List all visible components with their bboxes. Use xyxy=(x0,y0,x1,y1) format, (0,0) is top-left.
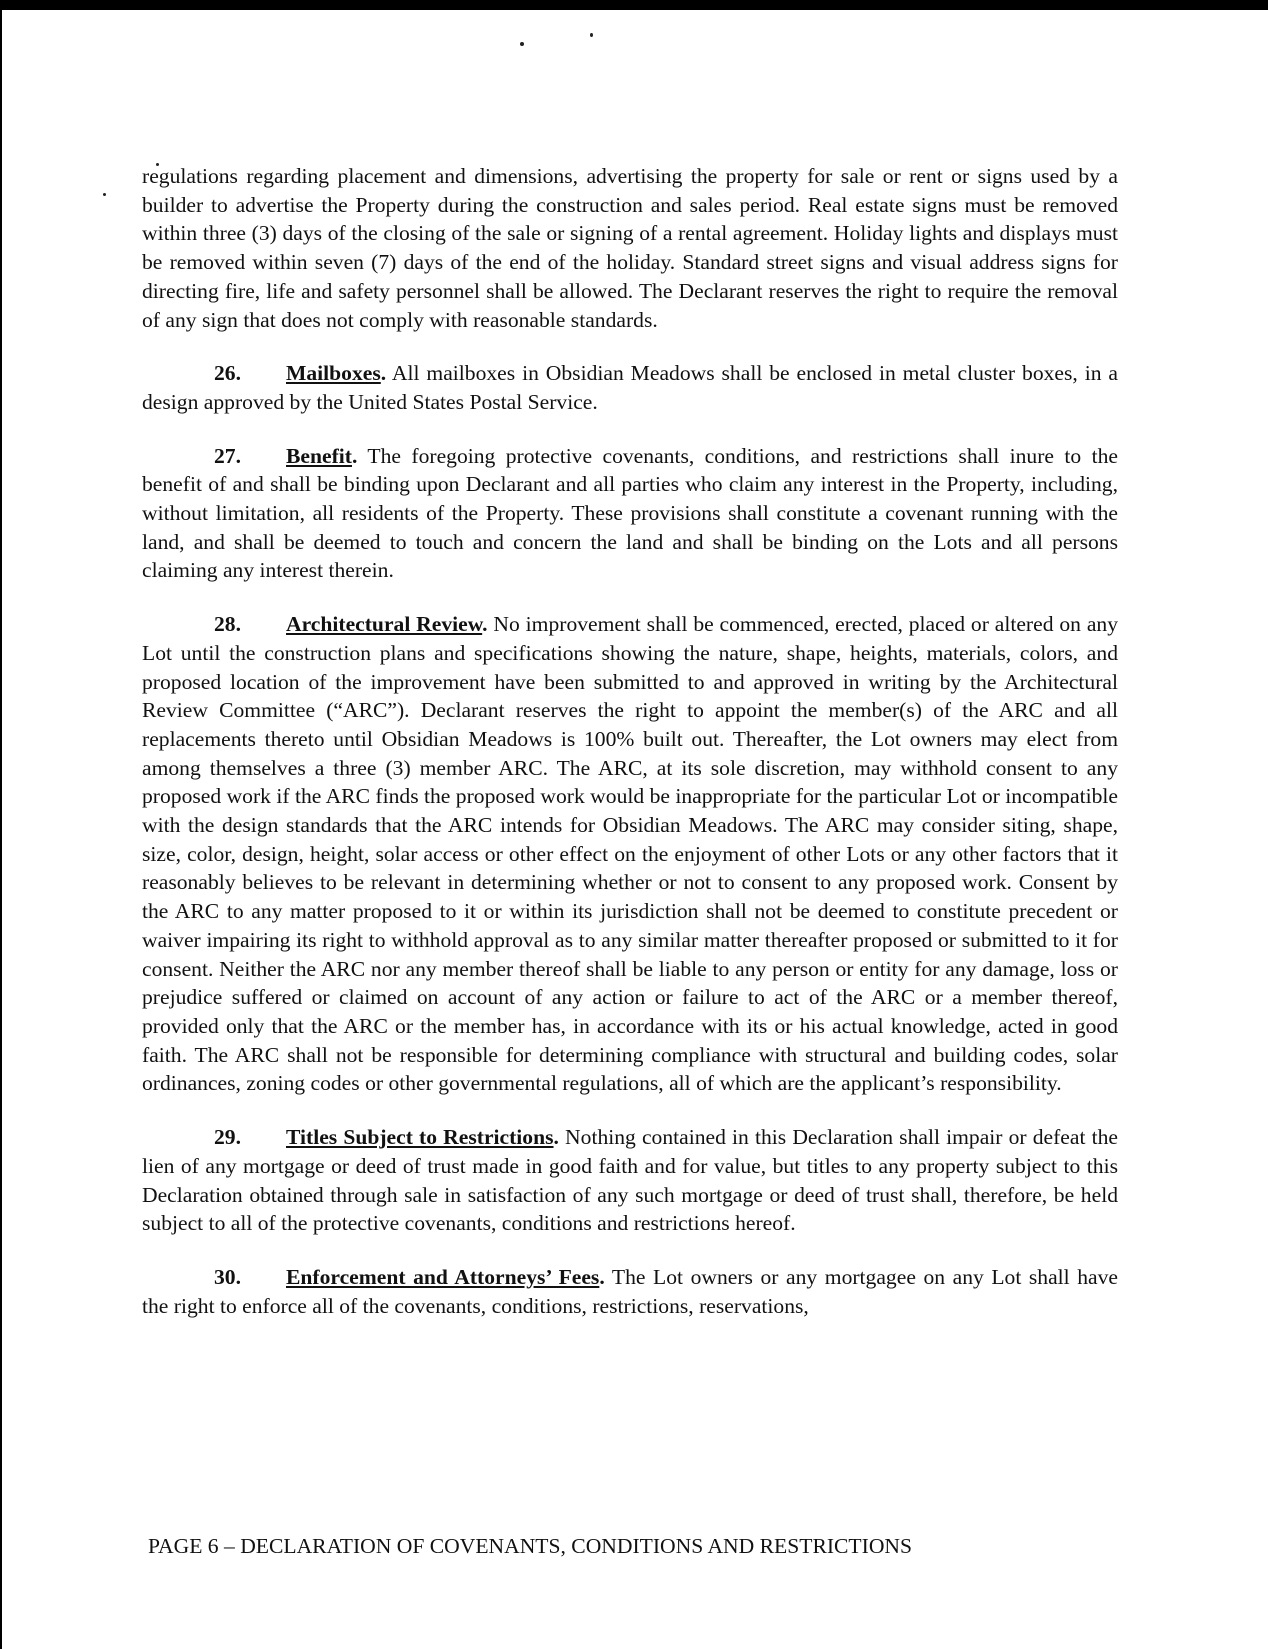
section-29: 29. Titles Subject to Restrictions. Nothing contained in this Declaration shall impair or defeat the lien of any mortgage or deed of trust made in good faith and for value, but titles to any property subject to this Declaration obtained through sale in satisfaction of any such mortgage or deed of trust shall, therefore, be held subject to all of the protective covenants, conditions and restrictions hereof. xyxy=(142,1125,1118,1236)
scan-speck xyxy=(103,193,106,196)
section-heading: Architectural Review xyxy=(286,612,483,637)
section-number: 30. xyxy=(214,1264,241,1289)
document-page xyxy=(142,162,1118,1320)
section-number: 29. xyxy=(214,1125,241,1150)
section-28: 28. Architectural Review. No improvement shall be commenced, erected, placed or altered on any Lot until the construction plans and specifications showing the nature, shape, heights, materials, colors, and proposed location of the improvement have been submitted to and approved in writing by the Architectural Review Committee (“ARC”). Declarant reserves the right to appoint the member(s) of the ARC and all replacements thereto until Obsidian Meadows is 100% built out. Thereafter, the Lot owners may elect from among themselves a three (3) member ARC. The ARC, at its sole discretion, may withhold consent to any proposed work if the ARC finds the proposed work would be inappropriate for the particular Lot or incompatible with the design standards that the ARC intends for Obsidian Meadows. The ARC may consider siting, shape, size, color, design, height, solar access or other effect on the enjoyment of other Lots or any other factors that it reasonably believes to be relevant in determining whether or not to consent to any proposed work. Consent by the ARC to any matter proposed to it or within its jurisdiction shall not be deemed to constitute precedent or waiver impairing its right to withhold approval as to any similar matter thereafter proposed or submitted to it for consent. Neither the ARC nor any member thereof shall be liable to any person or entity for any damage, loss or prejudice suffered or claimed on account of any action or failure to act of the ARC or a member thereof, provided only that the ARC or the member has, in accordance with its or his actual knowledge, acted in good faith. The ARC shall not be responsible for determining compliance with structural and building codes, solar ordinances, zoning codes or other governmental regulations, all of which are the applicant’s responsibility. xyxy=(142,612,1118,1096)
section-heading: Titles Subject to Restrictions xyxy=(286,1125,554,1150)
section-text: No improvement shall be commenced, erected, placed or altered on any Lot until the construction plans and specifications showing the nature, shape, heights, materials, colors, and proposed location of the improvement have been submitted to and approved in writing by the Architectural Review Committee (“ARC”). Declarant reserves the right to appoint the member(s) of the ARC and all replacements thereto until Obsidian Meadows is 100% built out. Thereafter, the Lot owners may elect from among themselves a three (3) member ARC. The ARC, at its sole discretion, may withhold consent to any proposed work if the ARC finds the proposed work would be inappropriate for the particular Lot or incompatible with the design standards that the ARC intends for Obsidian Meadows. The ARC may consider siting, shape, size, color, design, height, solar access or other effect on the enjoyment of other Lots or any other factors that it reasonably believes to be relevant in determining whether or not to consent to any proposed work. Consent by the ARC to any matter proposed to it or within its jurisdiction shall not be deemed to constitute precedent or waiver impairing its right to withhold approval as to any similar matter thereafter proposed or submitted to it for consent. Neither the ARC nor any member thereof shall be liable to any person or entity for any damage, loss or prejudice suffered or claimed on account of any action or failure to act of the ARC or a member thereof, provided only that the ARC or the member has, in accordance with its or his actual knowledge, acted in good faith. The ARC shall not be responsible for determining compliance with structural and building codes, solar ordinances, zoning codes or other governmental regulations, all of which are the applicant’s responsibility. xyxy=(142,612,1118,1096)
section-27: 27. Benefit. The foregoing protective covenants, conditions, and restrictions shall inure to the benefit of and shall be binding upon Declarant and all parties who claim any interest in the Property, including, without limitation, all residents of the Property. These provisions shall constitute a covenant running with the land, and shall be deemed to touch and concern the land and shall be binding on the Lots and all persons claiming any interest therein. xyxy=(142,443,1118,583)
page-footer: PAGE 6 – DECLARATION OF COVENANTS, CONDITIONS AND RESTRICTIONS xyxy=(148,1534,913,1558)
section-number: 28. xyxy=(214,612,241,637)
scan-speck xyxy=(590,33,593,37)
section-number: 26. xyxy=(214,361,241,386)
section-text: All mailboxes in Obsidian Meadows shall be enclosed in metal cluster boxes, in a design approved by the United States Postal Service. xyxy=(142,361,1118,414)
scan-speck xyxy=(520,42,524,46)
intro-paragraph: regulations regarding placement and dimensions, advertising the property for sale or rent or signs used by a builder to advertise the Property during the construction and sales period. Real estate signs must be removed within three (3) days of the closing of the sale or signing of a rental agreement. Holiday lights and displays must be removed within seven (7) days of the end of the holiday. Standard street signs and visual address signs for directing fire, life and safety personnel shall be allowed. The Declarant reserves the right to require the removal of any sign that does not comply with reasonable standards. xyxy=(142,164,1118,332)
scan-left-border xyxy=(0,0,2,1649)
section-heading: Enforcement and Attorneys’ Fees xyxy=(286,1264,600,1289)
section-number: 27. xyxy=(214,443,241,468)
section-text: Nothing contained in this Declaration shall impair or defeat the lien of any mortgage or deed of trust made in good faith and for value, but titles to any property subject to this Declaration obtained through sale in satisfaction of any such mortgage or deed of trust shall, therefore, be held subject to all of the protective covenants, conditions and restrictions hereof. xyxy=(142,1125,1118,1236)
section-26: 26. Mailboxes. All mailboxes in Obsidian Meadows shall be enclosed in metal cluster boxes, in a design approved by the United States Postal Service. xyxy=(142,361,1118,414)
section-text: The foregoing protective covenants, conditions, and restrictions shall inure to the benefit of and shall be binding upon Declarant and all parties who claim any interest in the Property, including, without limitation, all residents of the Property. These provisions shall constitute a covenant running with the land, and shall be deemed to touch and concern the land and shall be binding on the Lots and all persons claiming any interest therein. xyxy=(142,443,1118,583)
section-heading: Benefit xyxy=(286,443,352,468)
section-text: The Lot owners or any mortgagee on any Lot shall have the right to enforce all of the covenants, conditions, restrictions, reservations, xyxy=(142,1264,1118,1318)
section-30: 30. Enforcement and Attorneys’ Fees. The Lot owners or any mortgagee on any Lot shall have the right to enforce all of the covenants, conditions, restrictions, reservations, xyxy=(142,1264,1118,1318)
section-heading: Mailboxes xyxy=(286,361,381,386)
scan-top-border xyxy=(0,0,1268,10)
